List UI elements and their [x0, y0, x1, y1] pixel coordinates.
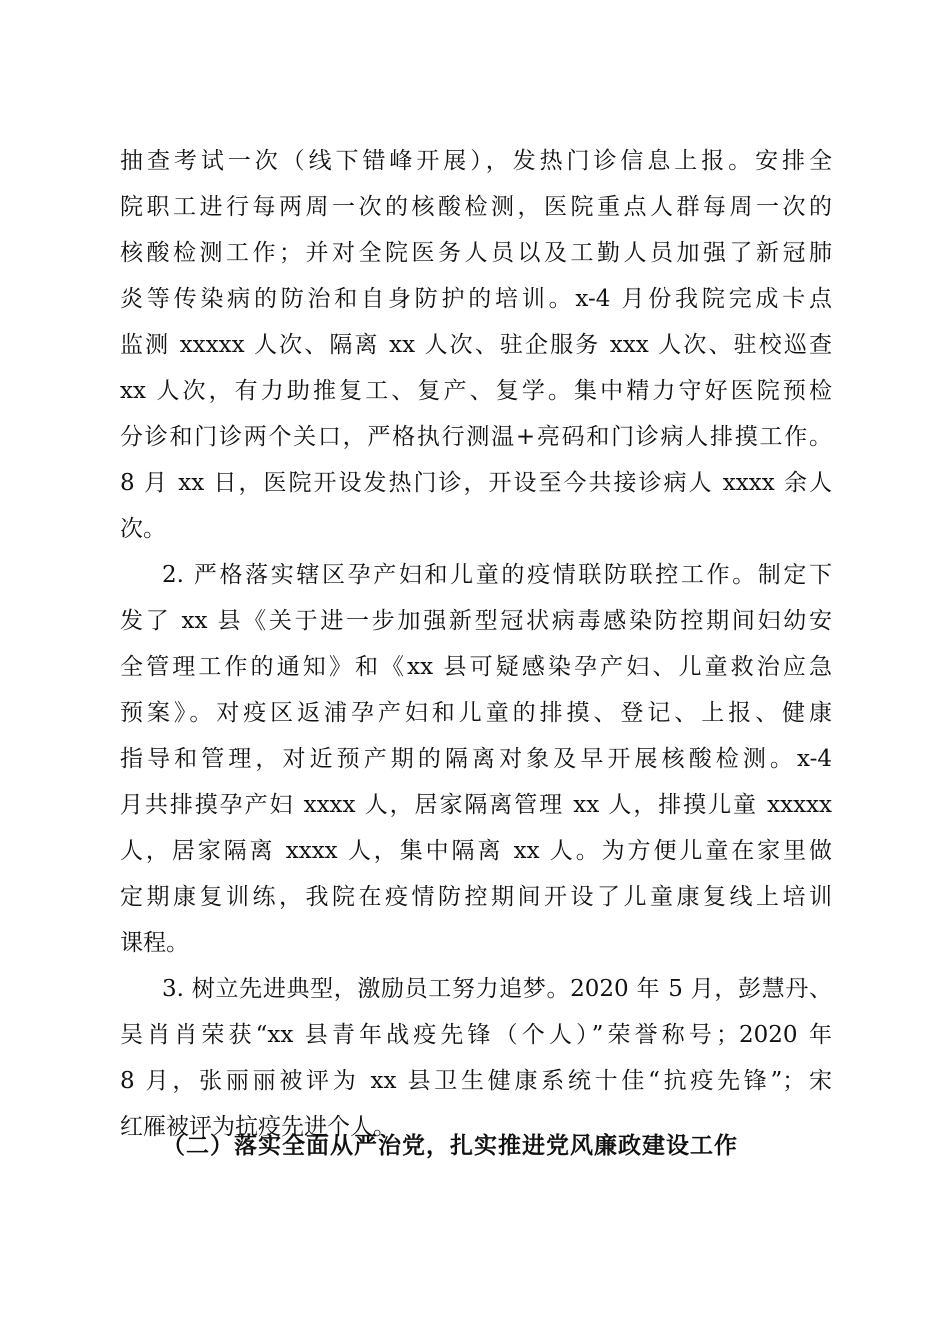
- paragraph-line: 3. 树立先进典型，激励员工努力追梦。2020 年 5 月，彭慧丹、: [162, 976, 832, 1002]
- paragraph-line: 定期康复训练，我院在疫情防控期间开设了儿童康复线上培训: [120, 884, 832, 910]
- paragraph-line: 次。: [120, 516, 166, 542]
- paragraph-line: 月共排摸孕产妇 xxxx 人，居家隔离管理 xx 人，排摸儿童 xxxxx: [120, 792, 832, 818]
- paragraph-line: 预案》。对疫区返浦孕产妇和儿童的排摸、登记、上报、健康: [120, 700, 832, 726]
- section-heading: （二）落实全面从严治党，扎实推进党风廉政建设工作: [162, 1132, 738, 1159]
- paragraph-line: xx 人次，有力助推复工、复产、复学。集中精力守好医院预检: [120, 378, 832, 404]
- paragraph-line: 监测 xxxxx 人次、隔离 xx 人次、驻企服务 xxx 人次、驻校巡查: [120, 332, 832, 358]
- paragraph-line: 课程。: [120, 930, 189, 956]
- paragraph-line: 8 月，张丽丽被评为 xx 县卫生健康系统十佳“抗疫先锋”；宋: [120, 1068, 832, 1094]
- paragraph-line: 院职工进行每两周一次的核酸检测，医院重点人群每周一次的: [120, 194, 832, 220]
- paragraph-line: 分诊和门诊两个关口，严格执行测温+亮码和门诊病人排摸工作。: [120, 424, 832, 450]
- paragraph-line: 吴肖肖荣获“xx 县青年战疫先锋（个人）”荣誉称号；2020 年: [120, 1022, 832, 1048]
- paragraph-line: 炎等传染病的防治和自身防护的培训。x-4 月份我院完成卡点: [120, 286, 832, 312]
- paragraph-line: 全管理工作的通知》和《xx 县可疑感染孕产妇、儿童救治应急: [120, 654, 832, 680]
- paragraph-line: 红雁被评为抗疫先进个人。: [120, 1114, 396, 1140]
- paragraph-line: 核酸检测工作；并对全院医务人员以及工勤人员加强了新冠肺: [120, 240, 832, 266]
- paragraph-line: 发了 xx 县《关于进一步加强新型冠状病毒感染防控期间妇幼安: [120, 608, 832, 634]
- paragraph-line: 8 月 xx 日，医院开设发热门诊，开设至今共接诊病人 xxxx 余人: [120, 470, 832, 496]
- paragraph-line: 指导和管理，对近预产期的隔离对象及早开展核酸检测。x-4: [120, 746, 832, 772]
- paragraph-line: 抽查考试一次（线下错峰开展），发热门诊信息上报。安排全: [120, 148, 832, 174]
- paragraph-line: 人，居家隔离 xxxx 人，集中隔离 xx 人。为方便儿童在家里做: [120, 838, 832, 864]
- paragraph-line: 2. 严格落实辖区孕产妇和儿童的疫情联防联控工作。制定下: [162, 562, 832, 588]
